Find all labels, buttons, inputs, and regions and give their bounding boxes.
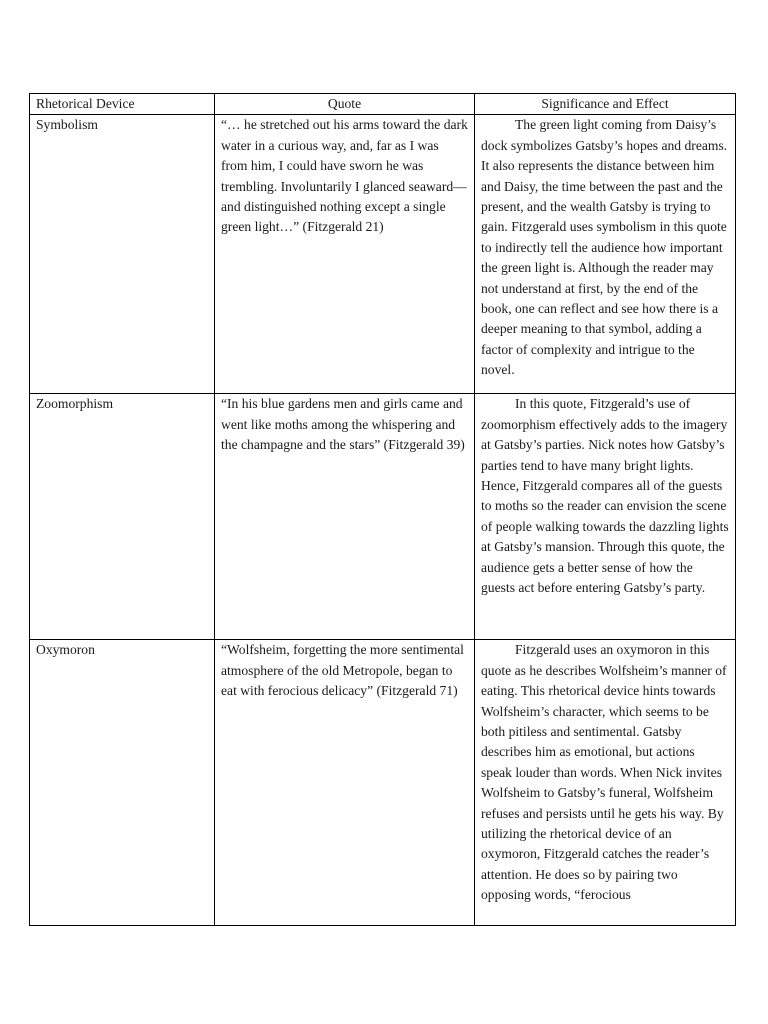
header-effect: Significance and Effect	[475, 94, 736, 115]
effect-clip	[481, 640, 729, 905]
header-device: Rhetorical Device	[30, 94, 215, 115]
table-row	[30, 115, 736, 394]
device-cell: Zoomorphism	[30, 394, 215, 640]
effect-text: Fitzgerald uses an oxymoron in this quote as he describes Wolfsheim’s manner of eating. This rhetorical device hints towards Wolfsheim’s character, which seems to be both pitiless and sentimental. Gatsby describes him as emotional, but actions speak louder than words. When Nick invites Wolfsheim to Gatsby’s funeral, Wolfsheim refuses and persists until he gets his way. By utilizing the rhetorical device of an oxymoron, Fitzgerald catches the reader’s attention. He does so by pairing two opposing words, “ferocious	[481, 642, 727, 903]
quote-cell: “Wolfsheim, forgetting the more sentimental atmosphere of the old Metropole, began to eat with ferocious delicacy” (Fitzgerald 71)	[215, 640, 475, 926]
rhetorical-devices-table	[29, 93, 736, 926]
effect-cell	[475, 115, 736, 394]
table-row	[30, 640, 736, 926]
effect-text: In this quote, Fitzgerald’s use of zoomorphism effectively adds to the imagery at Gatsby’s parties. Nick notes how Gatsby’s parties tend to have many bright lights. Hence, Fitzgerald compares all of the guests to moths so the reader can envision the scene of people walking towards the dazzling lights at Gatsby’s mansion. Through this quote, the audience gets a better sense of how the guests act before entering Gatsby’s party.	[481, 396, 729, 596]
effect-cell	[475, 394, 736, 640]
effect-cell	[475, 640, 736, 926]
table-row	[30, 394, 736, 640]
quote-cell: “… he stretched out his arms toward the dark water in a curious way, and, far as I was from him, I could have sworn he was trembling. Involuntarily I glanced seaward—and distinguished nothing except a single green light…” (Fitzgerald 21)	[215, 115, 475, 394]
device-cell: Symbolism	[30, 115, 215, 394]
header-quote: Quote	[215, 94, 475, 115]
effect-text: The green light coming from Daisy’s dock symbolizes Gatsby’s hopes and dreams. It also represents the distance between him and Daisy, the time between the past and the present, and the wealth Gatsby is trying to gain. Fitzgerald uses symbolism in this quote to indirectly tell the audience how important the green light is. Although the reader may not understand at first, by the end of the book, one can reflect and see how there is a deeper meaning to that symbol, adding a factor of complexity and intrigue to the novel.	[481, 117, 728, 378]
table-header-row	[30, 94, 736, 115]
quote-cell: “In his blue gardens men and girls came and went like moths among the whispering and the champagne and the stars” (Fitzgerald 39)	[215, 394, 475, 640]
device-cell: Oxymoron	[30, 640, 215, 926]
